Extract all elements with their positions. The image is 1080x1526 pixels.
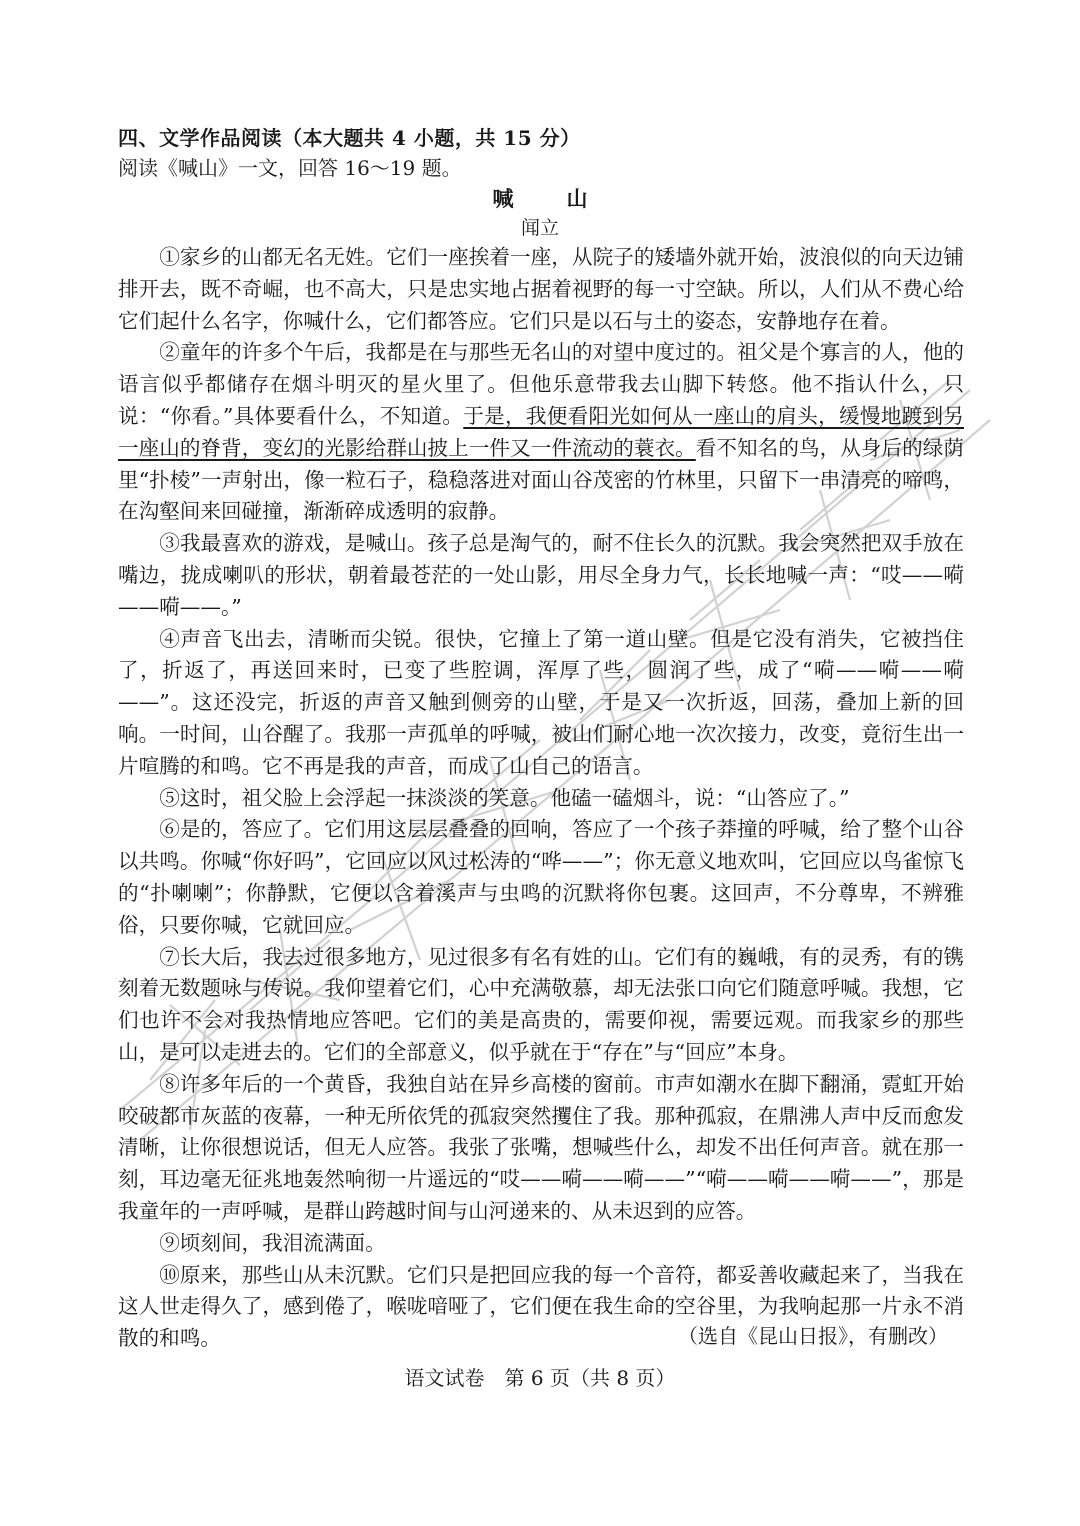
underlined-sentence: 于是，我便看阳光如何从一座山的肩头，缓慢地踱到另一座山的脊背，变幻的光影给群山披上一件又一件流动的蓑衣。 bbox=[118, 403, 964, 460]
page-footer: 语文试卷 第 6 页（共 8 页） bbox=[404, 1366, 676, 1390]
paragraph-3: ③我最喜欢的游戏，是喊山。孩子总是淘气的，耐不住长久的沉默。我会突然把双手放在嘴边，拢成喇叭的形状，朝着最苍茫的一处山影，用尽全身力气，长长地喊一声：“哎——嗬——嗬——。” bbox=[118, 531, 964, 619]
paragraph-6: ⑥是的，答应了。它们用这层层叠叠的回响，答应了一个孩子莽撞的呼喊，给了整个山谷以共鸣。你喊“你好吗”，它回应以风过松涛的“哗——”；你无意义地欢叫，它回应以鸟雀惊飞的“扑喇喇”；你静默，它便以含着溪声与虫鸣的沉默将你包裹。这回声，不分尊卑，不辨雅俗，只要你喊，它就回应。 bbox=[118, 817, 964, 937]
paragraph-7: ⑦长大后，我去过很多地方，见过很多有名有姓的山。它们有的巍峨，有的灵秀，有的镌刻着无数题咏与传说。我仰望着它们，心中充满敬慕，却无法张口向它们随意呼喊。我想，它们也许不会对我热情地应答吧。它们的美是高贵的，需要仰视，需要远观。而我家乡的那些山，是可以走进去的。它们的全部意义，似乎就在于“存在”与“回应”本身。 bbox=[118, 944, 964, 1064]
paragraph-2-text-b: 看不知名的鸟，从身后的绿荫里“扑棱”一声射出，像一粒石子，稳稳落进对面山谷茂密的竹林里，只留下一串清亮的啼鸣，在沟壑间来回碰撞，渐渐碎成透明的寂静。 bbox=[118, 435, 964, 524]
paragraph-2-text-a: ②童年的许多个午后，我都是在与那些无名山的对望中度过的。祖父是个寡言的人，他的语言似乎都储存在烟斗明灭的星火里了。但他乐意带我去山脚下转悠。他不指认什么，只说：“你看。”具体要看什么，不知道。 bbox=[118, 340, 964, 428]
paragraph-1: ①家乡的山都无名无姓。它们一座挨着一座，从院子的矮墙外就开始，波浪似的向天边铺排开去，既不奇崛，也不高大，只是忠实地占据着视野的每一寸空缺。所以，人们从不费心给它们起什么名字，你喊什么，它们都答应。它们只是以石与土的姿态，安静地存在着。 bbox=[118, 245, 964, 333]
essay-author: 闻立 bbox=[520, 217, 559, 239]
section-heading: 四、文学作品阅读（本大题共 4 小题，共 15 分） bbox=[118, 126, 581, 150]
essay-title: 喊 山 bbox=[492, 187, 604, 211]
paragraph-2 bbox=[118, 337, 964, 528]
reading-instruction: 阅读《喊山》一文，回答 16～19 题。 bbox=[118, 156, 462, 180]
paragraph-8: ⑧许多年后的一个黄昏，我独自站在异乡高楼的窗前。市声如潮水在脚下翻涌，霓虹开始咬破都市灰蓝的夜幕，一种无所依凭的孤寂突然攫住了我。那种孤寂，在鼎沸人声中反而愈发清晰，让你很想说话，但无人应答。我张了张嘴，想喊些什么，却发不出任何声音。就在那一刻，耳边毫无征兆地轰然响彻一片遥远的“哎——嗬——嗬——”“嗬——嗬——嗬——”，那是我童年的一声呼喊，是群山跨越时间与山河递来的、从未迟到的应答。 bbox=[118, 1071, 964, 1223]
paragraph-5: ⑤这时，祖父脸上会浮起一抹淡淡的笑意。他磕一磕烟斗，说：“山答应了。” bbox=[159, 785, 850, 810]
essay-body bbox=[118, 242, 964, 1355]
paragraph-9: ⑨顷刻间，我泪流满面。 bbox=[159, 1230, 386, 1255]
paragraph-10: ⑩原来，那些山从未沉默。它们只是把回应我的每一个音符，都妥善收藏起来了，当我在这人世走得久了，感到倦了，喉咙喑哑了，它们便在我生命的空谷里，为我响起那一片永不消散的和鸣。 bbox=[118, 1262, 964, 1351]
source-note: （选自《昆山日报》，有删改） bbox=[678, 1324, 948, 1348]
paragraph-4: ④声音飞出去，清晰而尖锐。很快，它撞上了第一道山壁。但是它没有消失，它被挡住了，折返了，再送回来时，已变了些腔调，浑厚了些，圆润了些，成了“嗬——嗬——嗬——”。这还没完，折返的声音又触到侧旁的山壁，于是又一次折返，回荡，叠加上新的回响。一时间，山谷醒了。我那一声孤单的呼喊，被山们耐心地一次次接力，改变，竟衍生出一片喧腾的和鸣。它不再是我的声音，而成了山自己的语言。 bbox=[118, 626, 964, 778]
